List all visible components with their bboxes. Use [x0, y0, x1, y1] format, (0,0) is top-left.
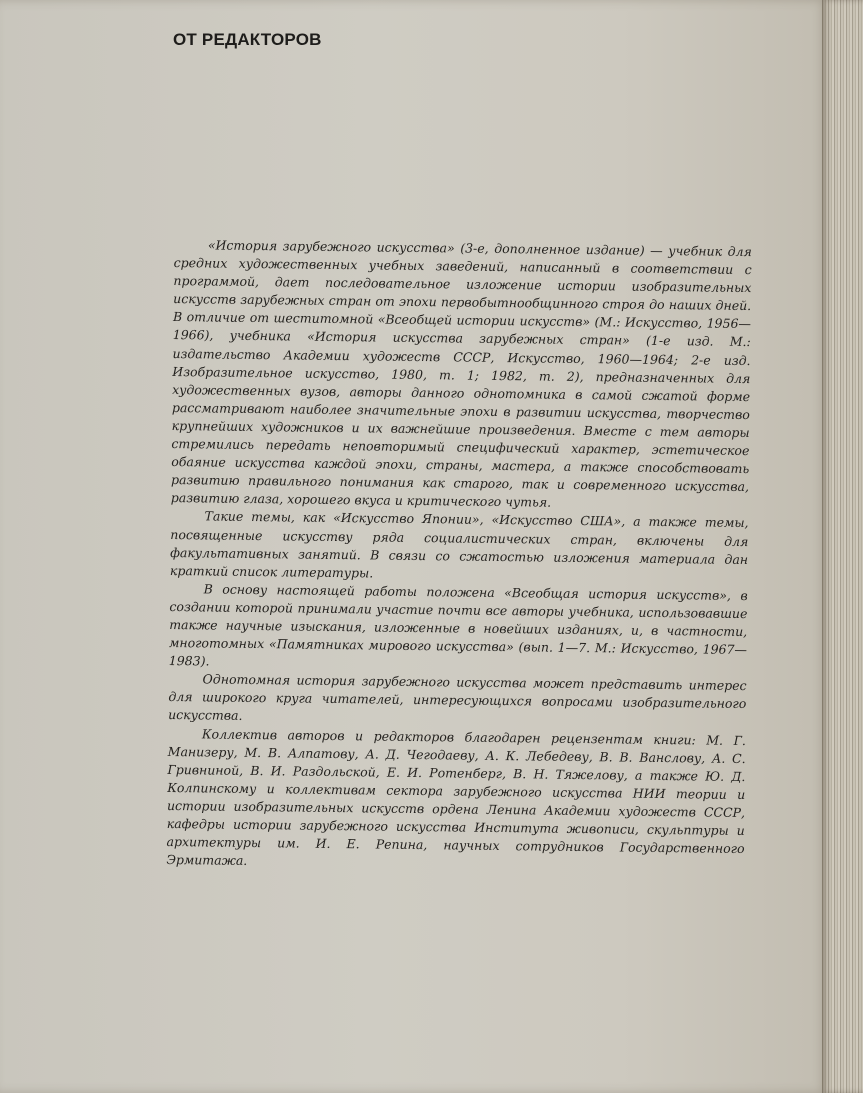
paragraph-audience: Однотомная история зарубежного искусства может представить интерес для широкого круга читателей, интересующихся вопросами изобразительного искусства. — [168, 671, 747, 724]
book-page-edges — [822, 0, 863, 1093]
paragraph-intro: «История зарубежного искусства» (3-е, дополненное издание) — учебник для средних художественных учебных заведений, написанный в соответствии с программой, дает последовательное изложение истории изобразительных искусств зарубежных стран от эпохи первобытнообщинного строя до наших дней. В отличие от шеститомной «Всеобщей истории искусств» (М.: Искусство, 1956—1966), учебника «История искусства зарубежных стран» (1-е изд. М.: издательство Академии художеств СССР, Искусство, 1960—1964; 2-е изд. Изобразительное искусство, 1980, т. 1; 1982, т. 2), предназначенных для художественных вузов, авторы данного однотомника в самой сжатой форме рассматривают наиболее значительные эпохи в развитии искусства, творчество крупнейших художников и их важнейшие произведения. Вместе с тем авторы стремились передать неповторимый специфический характер, эстетическое обаяние искусства каждой эпохи, страны, мастера, а также способствовать развитию правильного понимания как старого, так и современного искусства, развитию глаза, хорошего вкуса и критического чутья. — [170, 237, 752, 510]
section-heading: ОТ РЕДАКТОРОВ — [173, 30, 322, 49]
body-text — [166, 236, 752, 876]
paragraph-sources: В основу настоящей работы положена «Всеобщая история искусств», в создании которой принимали участие почти все авторы учебника, использовавшие также научные изыскания, изложенные в новейших изданиях, и, в частности, многотомных «Памятниках мирового искусства» (вып. 1—7. М.: Искусство, 1967—1983). — [168, 581, 748, 669]
paragraph-elective-topics: Такие темы, как «Искусство Японии», «Искусство США», а также темы, посвященные искусству ряда социалистических стран, включены для факультативных занятий. В связи со сжатостью изложения материала дан краткий список литературы. — [169, 508, 749, 581]
paragraph-acknowledgements: Коллектив авторов и редакторов благодарен рецензентам книги: М. Г. Манизеру, М. В. Алпатову, А. Д. Чегодаеву, А. К. Лебедеву, В. В. Ванслову, А. С. Гривниной, В. И. Раздольской, Е. И. Ротенберг, В. Н. Тяжелову, а также Ю. Д. Колпинскому и коллективам сектора зарубежного искусства НИИ теории и истории изобразительных искусств ордена Ленина Академии художеств СССР, кафедры истории зарубежного искусства Института живописи, скульптуры и архитектуры им. И. Е. Репина, научных сотрудников Государственного Эрмитажа. — [166, 725, 746, 869]
